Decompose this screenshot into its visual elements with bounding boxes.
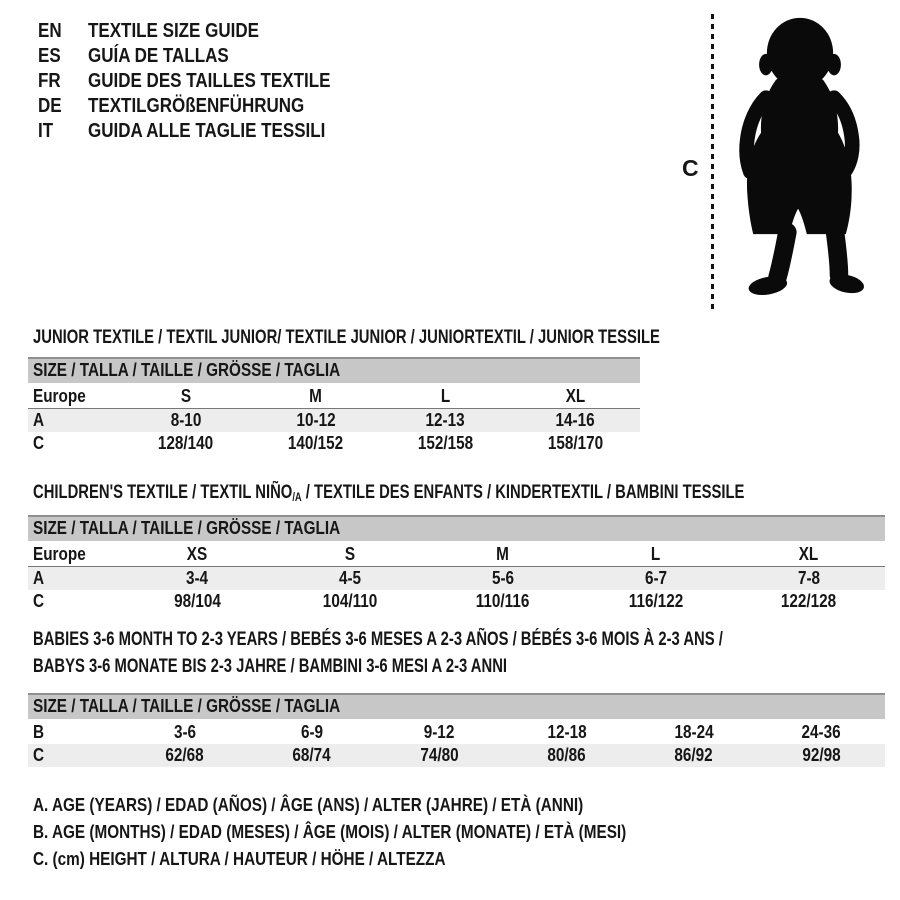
age-cell: 14-16 xyxy=(555,410,595,430)
junior-section-title: JUNIOR TEXTILE / TEXTIL JUNIOR/ TEXTILE JUNIOR / JUNIORTEXTIL / JUNIOR TESSILE xyxy=(33,327,660,348)
height-cell: 68/74 xyxy=(292,745,332,765)
row-label: A xyxy=(33,568,45,588)
row-label: C xyxy=(33,591,45,611)
height-cell: 152/158 xyxy=(417,433,474,453)
row-label: A xyxy=(33,410,45,430)
height-dotted-line xyxy=(711,14,714,311)
age-cell: 5-6 xyxy=(491,568,515,588)
height-cell: 80/86 xyxy=(547,745,586,765)
age-cell: 6-7 xyxy=(644,568,667,588)
language-code: DE xyxy=(38,95,62,117)
babies-row-height xyxy=(28,744,885,767)
language-row-de xyxy=(38,94,373,119)
months-cell: 6-9 xyxy=(300,722,324,742)
title-subscript: /A xyxy=(292,490,302,504)
language-code: FR xyxy=(38,70,61,92)
language-guide-title: GUIDE DES TAILLES TEXTILE xyxy=(88,70,331,92)
children-size-table xyxy=(28,543,885,613)
size-cell: M xyxy=(309,386,322,406)
junior-row-height xyxy=(28,432,640,455)
height-cell: 122/128 xyxy=(780,591,837,611)
footnote-age-months: B. AGE (MONTHS) / EDAD (MESES) / ÂGE (MOIS) / ALTER (MONATE) / ETÀ (MESI) xyxy=(33,822,627,842)
height-cell: 116/122 xyxy=(628,591,684,611)
size-cell: M xyxy=(496,544,510,564)
children-row-europe xyxy=(28,543,885,567)
height-marker-label: C xyxy=(682,155,699,181)
footnote-age-years: A. AGE (YEARS) / EDAD (AÑOS) / ÂGE (ANS) / ALTER (JAHRE) / ETÀ (ANNI) xyxy=(33,795,584,815)
height-cell: 92/98 xyxy=(802,745,841,765)
junior-row-age xyxy=(28,409,640,433)
row-label: C xyxy=(33,745,45,765)
size-cell: L xyxy=(651,544,661,564)
size-cell: XL xyxy=(565,386,585,406)
toddler-silhouette-icon xyxy=(716,12,884,314)
language-guide-title: GUÍA DE TALLAS xyxy=(88,45,229,67)
age-cell: 8-10 xyxy=(170,410,202,430)
language-row-fr xyxy=(38,69,373,94)
size-cell: XS xyxy=(187,544,208,564)
months-cell: 12-18 xyxy=(547,722,587,742)
language-row-en xyxy=(38,19,373,44)
language-row-es xyxy=(38,44,373,69)
age-cell: 3-4 xyxy=(186,568,209,588)
height-cell: 158/170 xyxy=(547,433,603,453)
age-cell: 4-5 xyxy=(339,568,362,588)
row-label: B xyxy=(33,722,45,742)
height-cell: 86/92 xyxy=(674,745,714,765)
children-section-title: CHILDREN'S TEXTILE / TEXTIL $NIÑO_{/A}$ / TEXTILE DES ENFANTS / KINDERTEXTIL / BAMBINI TESSILE xyxy=(33,482,745,504)
language-code: EN xyxy=(38,20,62,42)
height-cell: 140/152 xyxy=(287,433,344,453)
size-cell: S xyxy=(180,386,191,406)
size-cell: XL xyxy=(798,544,819,564)
row-label: Europe xyxy=(33,544,86,564)
months-cell: 18-24 xyxy=(674,722,714,742)
language-list xyxy=(38,19,373,144)
language-guide-title: TEXTILGRÖßENFÜHRUNG xyxy=(88,95,305,117)
babies-size-header-bar: SIZE / TALLA / TAILLE / GRÖSSE / TAGLIA xyxy=(28,693,885,719)
legend-footnotes xyxy=(33,792,731,873)
age-cell: 7-8 xyxy=(797,568,820,588)
height-cell: 62/68 xyxy=(165,745,204,765)
footnote-height-cm: C. (cm) HEIGHT / ALTURA / HAUTEUR / HÖHE / ALTEZZA xyxy=(33,849,446,869)
size-cell: S xyxy=(345,544,356,564)
children-row-age xyxy=(28,567,885,591)
junior-row-europe xyxy=(28,385,640,409)
height-cell: 98/104 xyxy=(173,591,221,611)
junior-size-header-bar: SIZE / TALLA / TAILLE / GRÖSSE / TAGLIA xyxy=(28,357,640,383)
size-cell: L xyxy=(440,386,451,406)
row-label: C xyxy=(33,433,45,453)
language-code: IT xyxy=(38,120,54,142)
age-cell: 12-13 xyxy=(425,410,465,430)
height-cell: 110/116 xyxy=(476,591,530,611)
children-size-header-bar: SIZE / TALLA / TAILLE / GRÖSSE / TAGLIA xyxy=(28,515,885,541)
height-cell: 128/140 xyxy=(158,433,214,453)
babies-size-table xyxy=(28,721,885,767)
months-cell: 9-12 xyxy=(423,722,455,742)
language-guide-title: TEXTILE SIZE GUIDE xyxy=(88,20,259,42)
row-label: Europe xyxy=(33,386,86,406)
language-guide-title: GUIDA ALLE TAGLIE TESSILI xyxy=(88,120,326,142)
months-cell: 24-36 xyxy=(801,722,841,742)
height-cell: 74/80 xyxy=(420,745,459,765)
language-code: ES xyxy=(38,45,61,67)
babies-row-months xyxy=(28,721,885,744)
babies-section-title: BABIES 3-6 MONTH TO 2-3 YEARS / BEBÉS 3-6 MESES A 2-3 AÑOS / BÉBÉS 3-6 MOIS À 2-3 ANS / BABYS 3-6 MONATE BIS 2-3 JAHRE / BAMBINI 3-6 MESI A 2-3 ANNI xyxy=(33,629,723,677)
language-row-it xyxy=(38,119,373,144)
height-cell: 104/110 xyxy=(322,591,378,611)
children-row-height xyxy=(28,590,885,613)
age-cell: 10-12 xyxy=(296,410,336,430)
months-cell: 3-6 xyxy=(173,722,196,742)
junior-size-table xyxy=(28,385,640,455)
